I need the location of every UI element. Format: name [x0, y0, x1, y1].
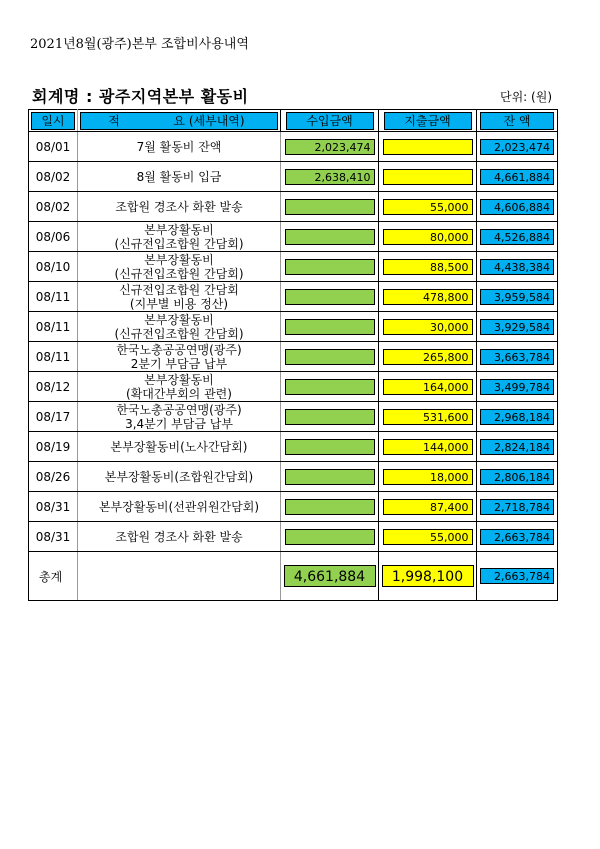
row-description [78, 372, 281, 402]
table-row [29, 192, 558, 222]
ledger-table [28, 109, 558, 601]
header-date-cell [29, 110, 78, 132]
row-income-cell [281, 462, 379, 492]
row-expense-cell [379, 282, 477, 312]
row-description-line1: 본부장활동비 [144, 252, 214, 267]
row-description [78, 432, 281, 462]
row-income-cell [281, 132, 379, 162]
row-description-line1: 조합원 경조사 화환 발송 [115, 199, 243, 214]
row-expense: 87,400 [383, 499, 473, 515]
row-date: 08/19 [29, 432, 78, 462]
row-date: 08/01 [29, 132, 78, 162]
row-balance: 3,959,584 [480, 289, 554, 305]
header-income-cell [281, 110, 379, 132]
header-desc-cell [78, 110, 281, 132]
row-income [285, 499, 375, 515]
row-expense-cell [379, 132, 477, 162]
row-date: 08/10 [29, 252, 78, 282]
row-date: 08/02 [29, 162, 78, 192]
header-date: 일시 [31, 112, 75, 130]
row-description-line1: 한국노총공공연맹(광주) [116, 342, 242, 357]
row-income-cell [281, 222, 379, 252]
row-description-line1: 한국노총공공연맹(광주) [116, 402, 242, 417]
row-expense: 164,000 [383, 379, 473, 395]
row-description-line1: 8월 활동비 입금 [136, 169, 222, 184]
header-desc-left: 적 [108, 113, 120, 128]
row-income [285, 289, 375, 305]
header-desc-box [80, 112, 278, 130]
account-name: 회계명 : 광주지역본부 활동비 [32, 87, 249, 106]
row-description-line2: (신규전입조합원 간담회) [114, 326, 244, 341]
table-row [29, 492, 558, 522]
row-income-cell [281, 342, 379, 372]
row-balance: 4,526,884 [480, 229, 554, 245]
row-description [78, 132, 281, 162]
row-income [285, 409, 375, 425]
total-row [29, 552, 558, 601]
row-balance: 2,023,474 [480, 139, 554, 155]
row-balance: 4,438,384 [480, 259, 554, 275]
header-balance-cell [477, 110, 558, 132]
row-balance: 2,824,184 [480, 439, 554, 455]
row-expense-cell [379, 372, 477, 402]
row-description-line2: (신규전입조합원 간담회) [114, 266, 244, 281]
row-description [78, 252, 281, 282]
row-date: 08/12 [29, 372, 78, 402]
row-expense: 80,000 [383, 229, 473, 245]
table-row [29, 312, 558, 342]
row-description [78, 462, 281, 492]
total-expense-cell [379, 552, 477, 601]
row-balance-cell [477, 372, 558, 402]
row-expense: 88,500 [383, 259, 473, 275]
row-expense-cell [379, 402, 477, 432]
table-row [29, 522, 558, 552]
row-balance-cell [477, 402, 558, 432]
row-balance: 2,663,784 [480, 529, 554, 545]
row-date: 08/11 [29, 282, 78, 312]
row-expense: 531,600 [383, 409, 473, 425]
row-expense-cell [379, 432, 477, 462]
table-row [29, 372, 558, 402]
total-desc-empty [78, 552, 281, 601]
row-income-cell [281, 372, 379, 402]
row-date: 08/11 [29, 312, 78, 342]
row-balance: 2,968,184 [480, 409, 554, 425]
table-row [29, 462, 558, 492]
row-income-cell [281, 252, 379, 282]
row-date: 08/17 [29, 402, 78, 432]
row-description [78, 312, 281, 342]
row-income [285, 439, 375, 455]
row-income-cell [281, 282, 379, 312]
total-balance-cell [477, 552, 558, 601]
row-income [285, 349, 375, 365]
row-date: 08/31 [29, 492, 78, 522]
row-expense [383, 139, 473, 155]
row-balance-cell [477, 222, 558, 252]
row-income [285, 259, 375, 275]
table-row [29, 342, 558, 372]
table-row [29, 432, 558, 462]
row-date: 08/26 [29, 462, 78, 492]
total-income-cell [281, 552, 379, 601]
row-expense [383, 169, 473, 185]
row-expense: 55,000 [383, 529, 473, 545]
ledger-body [29, 132, 558, 552]
row-balance-cell [477, 522, 558, 552]
header-desc-right: 요 (세부내역) [173, 113, 245, 128]
row-income [285, 529, 375, 545]
row-description-line2: (지부별 비용 정산) [129, 296, 229, 311]
row-balance: 4,661,884 [480, 169, 554, 185]
unit-label: 단위: (원) [500, 90, 552, 104]
row-description-line1: 본부장활동비 [144, 372, 214, 387]
row-income-cell [281, 432, 379, 462]
row-description-line1: 조합원 경조사 화환 발송 [115, 529, 243, 544]
row-description-line1: 본부장활동비(노사간담회) [110, 439, 248, 454]
row-income: 2,638,410 [285, 169, 375, 185]
row-balance: 2,718,784 [480, 499, 554, 515]
row-income-cell [281, 192, 379, 222]
row-expense-cell [379, 252, 477, 282]
row-balance-cell [477, 312, 558, 342]
header-expense: 지출금액 [384, 112, 472, 130]
row-description [78, 342, 281, 372]
row-description [78, 222, 281, 252]
row-description-line2: 2분기 부담금 납부 [130, 356, 228, 371]
row-expense: 478,800 [383, 289, 473, 305]
header-expense-cell [379, 110, 477, 132]
row-description-line1: 신규전입조합원 간담회 [119, 282, 239, 297]
row-expense: 265,800 [383, 349, 473, 365]
total-label: 총계 [29, 552, 78, 601]
row-description [78, 492, 281, 522]
table-row [29, 282, 558, 312]
table-row [29, 162, 558, 192]
row-income [285, 199, 375, 215]
row-expense-cell [379, 222, 477, 252]
table-row [29, 222, 558, 252]
row-income: 2,023,474 [285, 139, 375, 155]
row-income [285, 379, 375, 395]
row-balance-cell [477, 192, 558, 222]
row-income [285, 469, 375, 485]
header-balance: 잔 액 [480, 112, 554, 130]
row-balance-cell [477, 492, 558, 522]
row-date: 08/31 [29, 522, 78, 552]
table-header-row [29, 110, 558, 132]
row-income [285, 319, 375, 335]
row-balance-cell [477, 462, 558, 492]
row-description-line2: 3,4분기 부담금 납부 [125, 416, 233, 431]
total-expense: 1,998,100 [382, 565, 474, 587]
row-balance: 2,806,184 [480, 469, 554, 485]
row-balance: 3,663,784 [480, 349, 554, 365]
row-date: 08/02 [29, 192, 78, 222]
row-expense-cell [379, 192, 477, 222]
row-description-line2: (확대간부회의 관련) [126, 386, 232, 401]
row-balance-cell [477, 162, 558, 192]
row-income-cell [281, 312, 379, 342]
row-description-line1: 본부장활동비 [144, 222, 214, 237]
row-balance-cell [477, 252, 558, 282]
table-row [29, 252, 558, 282]
row-expense: 144,000 [383, 439, 473, 455]
row-expense-cell [379, 462, 477, 492]
row-expense-cell [379, 162, 477, 192]
row-description [78, 162, 281, 192]
row-description [78, 522, 281, 552]
row-date: 08/11 [29, 342, 78, 372]
row-balance-cell [477, 342, 558, 372]
row-balance-cell [477, 282, 558, 312]
row-expense-cell [379, 312, 477, 342]
total-income: 4,661,884 [284, 565, 376, 587]
table-row [29, 402, 558, 432]
row-description-line1: 본부장활동비(선관위원간담회) [98, 499, 260, 514]
row-description-line1: 7월 활동비 잔액 [136, 139, 222, 154]
row-description-line1: 본부장활동비 [144, 312, 214, 327]
row-date: 08/06 [29, 222, 78, 252]
row-description-line1: 본부장활동비(조합원간담회) [104, 469, 254, 484]
row-income-cell [281, 402, 379, 432]
total-balance: 2,663,784 [480, 568, 554, 584]
row-balance: 3,499,784 [480, 379, 554, 395]
row-balance-cell [477, 132, 558, 162]
row-income-cell [281, 492, 379, 522]
row-balance: 3,929,584 [480, 319, 554, 335]
row-balance: 4,606,884 [480, 199, 554, 215]
row-income [285, 229, 375, 245]
row-expense: 55,000 [383, 199, 473, 215]
row-expense: 18,000 [383, 469, 473, 485]
header-income: 수입금액 [286, 112, 374, 130]
row-expense-cell [379, 492, 477, 522]
row-description-line2: (신규전입조합원 간담회) [114, 236, 244, 251]
row-description [78, 192, 281, 222]
row-balance-cell [477, 432, 558, 462]
row-description [78, 282, 281, 312]
row-expense-cell [379, 522, 477, 552]
row-income-cell [281, 162, 379, 192]
row-expense-cell [379, 342, 477, 372]
row-description [78, 402, 281, 432]
row-expense: 30,000 [383, 319, 473, 335]
table-row [29, 132, 558, 162]
row-income-cell [281, 522, 379, 552]
document-title: 2021년8월(광주)본부 조합비사용내역 [30, 37, 249, 52]
